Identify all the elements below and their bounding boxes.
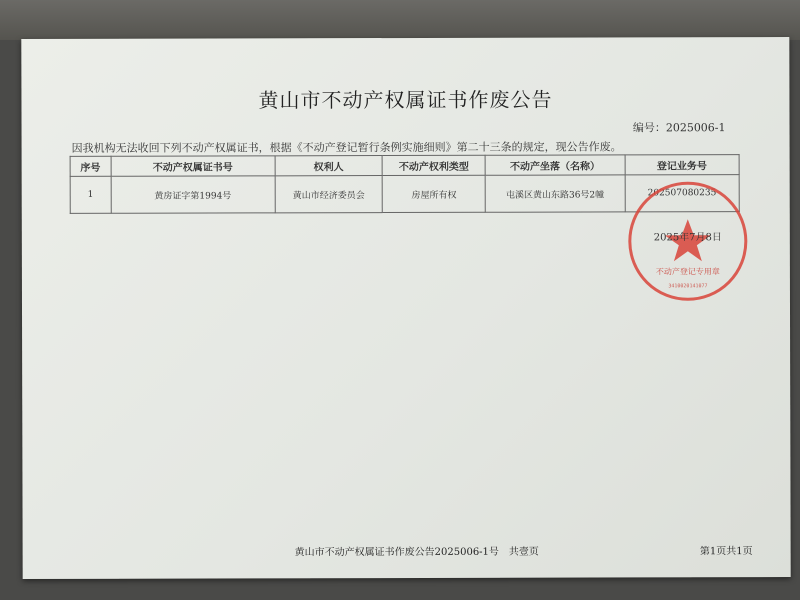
footer-text: 黄山市不动产权属证书作废公告2025006-1号 共壹页: [294, 546, 539, 559]
col-header-location: 不动产坐落（名称）: [485, 155, 624, 175]
seal-bottom-label: 不动产登记专用章: [655, 267, 720, 277]
seal-date: 2025年7月8日: [653, 232, 722, 244]
document-title: 黄山市不动产权属证书作废公告: [258, 87, 553, 113]
cell-certificate-no: 黄房证字第1994号: [111, 176, 275, 213]
cell-right-type: 房屋所有权: [383, 175, 486, 212]
table-header-row: [70, 155, 739, 177]
cell-location: 屯溪区黄山东路36号2幢: [485, 175, 625, 212]
cell-index: 1: [70, 176, 111, 213]
cell-owner: 黄山市经济委员会: [275, 176, 383, 213]
col-header-business-no: 登记业务号: [625, 155, 739, 175]
official-seal: [624, 177, 752, 305]
seal-serial-number: 3410020141077: [668, 283, 708, 290]
col-header-certificate-no: 不动产权属证书号: [111, 156, 275, 176]
col-header-owner: 权利人: [275, 156, 383, 176]
document-code: 编号：2025006-1: [632, 121, 726, 135]
col-header-right-type: 不动产权利类型: [382, 155, 485, 175]
col-header-index: 序号: [70, 156, 111, 176]
cell-business-no: 202507080235: [625, 175, 740, 212]
notice-paper: [21, 37, 790, 579]
background-surface: [0, 0, 800, 40]
intro-text: 因我机构无法收回下列不动产权属证书，根据《不动产登记暂行条例实施细则》第二十三条的规定，现公告作废。: [71, 140, 622, 155]
page-number: 第1页共1页: [699, 546, 753, 558]
